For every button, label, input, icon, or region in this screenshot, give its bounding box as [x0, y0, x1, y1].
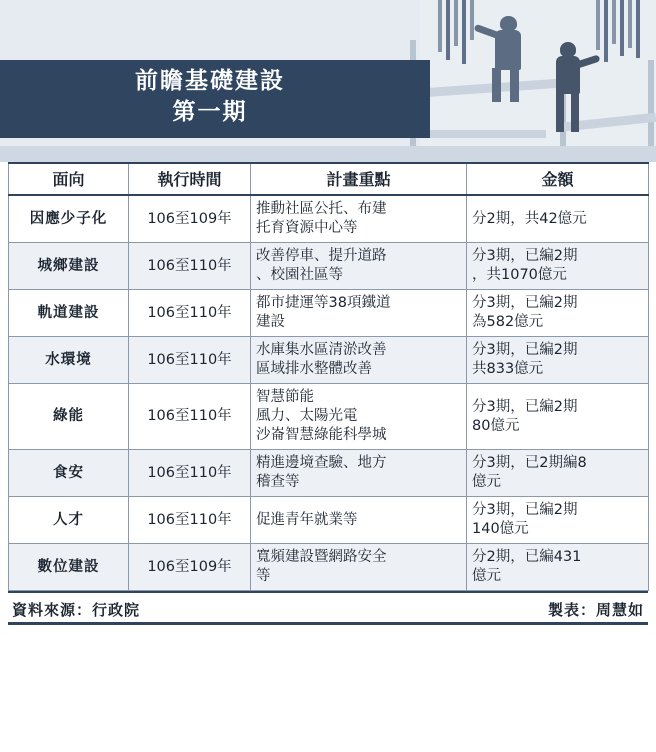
rebar-icon — [620, 0, 624, 56]
focus-line: 改善停車、提升道路 — [256, 248, 387, 264]
focus-line: 水庫集水區清淤改善 — [256, 342, 387, 358]
cell-aspect: 人才 — [9, 497, 129, 544]
focus-line: 等 — [256, 568, 271, 584]
amount-line: 分3期，已編2期 — [472, 295, 578, 311]
cell-period: 106至109年 — [129, 544, 251, 591]
focus-line: 風力、太陽光電 — [256, 408, 358, 424]
infrastructure-plan-table — [8, 162, 649, 591]
rebar-icon — [628, 0, 632, 48]
rebar-icon — [636, 0, 640, 58]
table-row — [9, 497, 649, 544]
amount-line: 億元 — [472, 568, 501, 584]
footer — [8, 591, 648, 625]
worker-head-icon — [500, 16, 517, 31]
focus-line: 、校園社區等 — [256, 267, 343, 283]
cell-focus — [251, 243, 467, 290]
cell-focus — [251, 450, 467, 497]
cell-focus — [251, 544, 467, 591]
amount-line: 分3期，已編2期 — [472, 342, 578, 358]
cell-focus — [251, 384, 467, 450]
rebar-icon — [462, 0, 466, 64]
cell-focus — [251, 290, 467, 337]
cell-amount — [467, 450, 649, 497]
column-header-amount: 金額 — [467, 163, 649, 195]
table-body — [9, 195, 649, 591]
focus-line: 精進邊境查驗、地方 — [256, 455, 387, 471]
worker-arm-icon — [576, 54, 601, 68]
cell-amount — [467, 337, 649, 384]
table-row — [9, 337, 649, 384]
column-header-period: 執行時間 — [129, 163, 251, 195]
table-header-row — [9, 163, 649, 195]
scaffold-plank-icon — [416, 130, 546, 138]
ground-strip — [0, 146, 656, 162]
cell-period: 106至110年 — [129, 497, 251, 544]
focus-line: 沙崙智慧綠能科學城 — [256, 427, 387, 443]
table-row — [9, 290, 649, 337]
cell-amount — [467, 243, 649, 290]
amount-line: 分2期，已編431 — [472, 549, 582, 565]
cell-amount — [467, 384, 649, 450]
source-label: 資料來源：行政院 — [12, 600, 141, 619]
worker-head-icon — [560, 42, 576, 57]
amount-line: 分3期，已編2期 — [472, 502, 578, 518]
cell-aspect: 城鄉建設 — [9, 243, 129, 290]
rebar-icon — [454, 0, 458, 46]
amount-line: 億元 — [472, 474, 501, 490]
focus-line: 稽查等 — [256, 474, 300, 490]
amount-line: 共833億元 — [472, 361, 544, 377]
amount-line: 140億元 — [472, 521, 529, 537]
rebar-icon — [446, 0, 450, 60]
focus-line: 都市捷運等38項鐵道 — [256, 295, 391, 311]
cell-amount — [467, 195, 649, 243]
page-title-line2: 第一期 — [172, 99, 248, 125]
worker-arm-icon — [474, 24, 501, 39]
worker-leg-icon — [492, 68, 501, 102]
focus-line: 托育資源中心等 — [256, 220, 358, 236]
amount-line: 80億元 — [472, 417, 520, 434]
amount-line: 分3期，已編2期 — [472, 248, 578, 264]
cell-period: 106至110年 — [129, 243, 251, 290]
cell-period: 106至110年 — [129, 337, 251, 384]
header-illustration — [0, 0, 656, 162]
focus-line: 區域排水整體改善 — [256, 361, 372, 377]
amount-line: 分3期，已編2期 — [472, 398, 578, 415]
cell-amount — [467, 497, 649, 544]
rebar-icon — [596, 0, 600, 50]
column-header-focus: 計畫重點 — [251, 163, 467, 195]
cell-period: 106至110年 — [129, 450, 251, 497]
table-row — [9, 384, 649, 450]
cell-amount — [467, 544, 649, 591]
page-title — [0, 66, 420, 128]
worker-leg-icon — [510, 68, 519, 102]
cell-amount — [467, 290, 649, 337]
rebar-icon — [470, 0, 474, 40]
rebar-icon — [612, 0, 616, 44]
cell-aspect: 綠能 — [9, 384, 129, 450]
maker-label: 製表：周慧如 — [547, 600, 644, 619]
cell-aspect: 軌道建設 — [9, 290, 129, 337]
cell-period: 106至110年 — [129, 290, 251, 337]
cell-aspect: 數位建設 — [9, 544, 129, 591]
cell-aspect: 因應少子化 — [9, 195, 129, 243]
amount-line: ，共1070億元 — [472, 267, 567, 283]
table-row — [9, 195, 649, 243]
cell-aspect: 食安 — [9, 450, 129, 497]
amount-line: 分2期，共42億元 — [472, 210, 587, 227]
rebar-icon — [438, 0, 442, 52]
page-title-line1: 前瞻基礎建設 — [135, 68, 285, 94]
footer-divider — [8, 622, 648, 625]
table-header — [9, 163, 649, 195]
focus-line: 建設 — [256, 314, 285, 330]
rebar-icon — [604, 0, 608, 62]
focus-line: 寬頻建設暨網路安全 — [256, 549, 387, 565]
amount-line: 分3期，已2期編8 — [472, 455, 587, 471]
cell-aspect: 水環境 — [9, 337, 129, 384]
focus-line: 智慧節能 — [256, 389, 314, 405]
worker-leg-icon — [571, 92, 579, 132]
table-row — [9, 544, 649, 591]
table-row — [9, 450, 649, 497]
focus-line: 推動社區公托、布建 — [256, 201, 387, 217]
table-row — [9, 243, 649, 290]
cell-period: 106至110年 — [129, 384, 251, 450]
table-container — [0, 162, 656, 591]
focus-line: 促進青年就業等 — [256, 511, 358, 528]
cell-focus — [251, 337, 467, 384]
cell-focus — [251, 195, 467, 243]
column-header-aspect: 面向 — [9, 163, 129, 195]
cell-period: 106至109年 — [129, 195, 251, 243]
cell-focus — [251, 497, 467, 544]
amount-line: 為582億元 — [472, 314, 544, 330]
worker-leg-icon — [556, 92, 564, 132]
